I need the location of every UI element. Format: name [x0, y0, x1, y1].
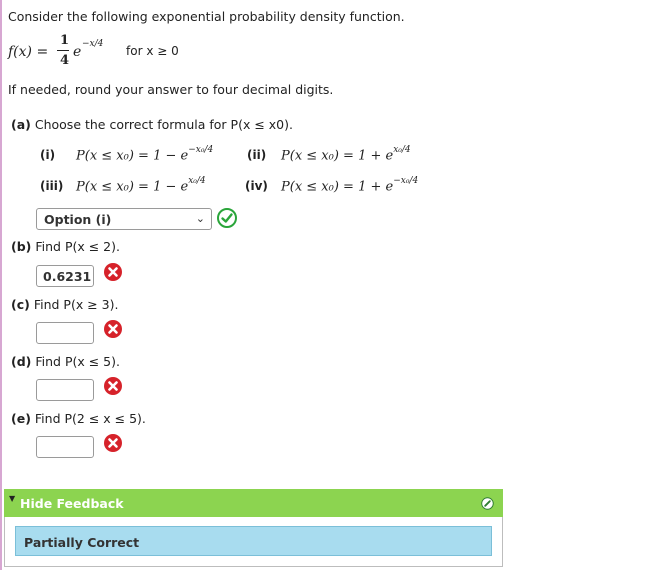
option-ii-formula: $P(x \le x_0) = 1 + e^{x_0/4}$ — [281, 145, 411, 164]
option-i-label: (i) — [40, 148, 56, 162]
option-iv-formula: $P(x \le x_0) = 1 + e^{-x_0/4}$ — [281, 176, 419, 195]
fraction-bar — [57, 50, 69, 51]
hide-feedback-label: Hide Feedback — [20, 496, 124, 511]
part-c-text: Find P(x ≥ 3). — [33, 297, 119, 312]
x-circle-icon — [103, 433, 123, 453]
option-i-formula: $P(x \le x_0) = 1 - e^{-x_0/4}$ — [76, 145, 214, 164]
hide-feedback-toggle[interactable] — [4, 489, 503, 517]
part-b-input[interactable] — [36, 265, 94, 287]
part-e-text: Find P(2 ≤ x ≤ 5). — [34, 411, 146, 426]
option-ii-label: (ii) — [247, 148, 267, 162]
x-circle-icon — [103, 376, 123, 396]
rounding-note: If needed, round your answer to four decimal digits. — [8, 82, 334, 97]
part-a-select-value: Option (i) — [44, 212, 112, 227]
pencil-icon — [481, 497, 494, 510]
pdf-base: e — [73, 44, 82, 60]
part-e-label: (e) — [11, 411, 31, 426]
option-iv-label: (iv) — [245, 179, 268, 193]
pdf-frac-den: 4 — [60, 53, 70, 68]
chevron-down-icon: ⌄ — [195, 212, 205, 225]
feedback-result — [15, 526, 492, 556]
pdf-frac-num: 1 — [60, 33, 70, 48]
part-c-input[interactable] — [36, 322, 94, 344]
option-iii-label: (iii) — [40, 179, 64, 193]
triangle-down-icon: ▼ — [9, 494, 16, 503]
part-e-input[interactable] — [36, 436, 94, 458]
part-a-label: (a) — [11, 117, 31, 132]
part-b-input-value: 0.6231 — [43, 269, 92, 284]
pdf-domain: for x ≥ 0 — [126, 44, 179, 58]
x-circle-icon — [103, 319, 123, 339]
x-circle-icon — [103, 262, 123, 282]
part-c-question — [11, 297, 118, 312]
part-d-label: (d) — [11, 354, 32, 369]
part-b-text: Find P(x ≤ 2). — [35, 239, 120, 254]
part-a-select[interactable] — [36, 208, 212, 230]
intro-text: Consider the following exponential probability density function. — [8, 9, 405, 24]
pdf-exponent: −x/4 — [82, 39, 104, 49]
part-b-question — [11, 239, 120, 254]
check-circle-icon — [217, 208, 237, 228]
part-d-input[interactable] — [36, 379, 94, 401]
part-e-question — [11, 411, 146, 426]
part-d-text: Find P(x ≤ 5). — [35, 354, 120, 369]
option-iii-formula: $P(x \le x_0) = 1 - e^{x_0/4}$ — [76, 176, 206, 195]
feedback-result-label: Partially Correct — [24, 535, 140, 550]
left-margin-bar — [0, 0, 2, 570]
pdf-lhs: f(x) = — [8, 44, 49, 60]
part-c-label: (c) — [11, 297, 30, 312]
part-a-question — [11, 117, 293, 132]
part-d-question — [11, 354, 120, 369]
part-b-label: (b) — [11, 239, 32, 254]
part-a-text: Choose the correct formula for P(x ≤ x0). — [34, 117, 293, 132]
